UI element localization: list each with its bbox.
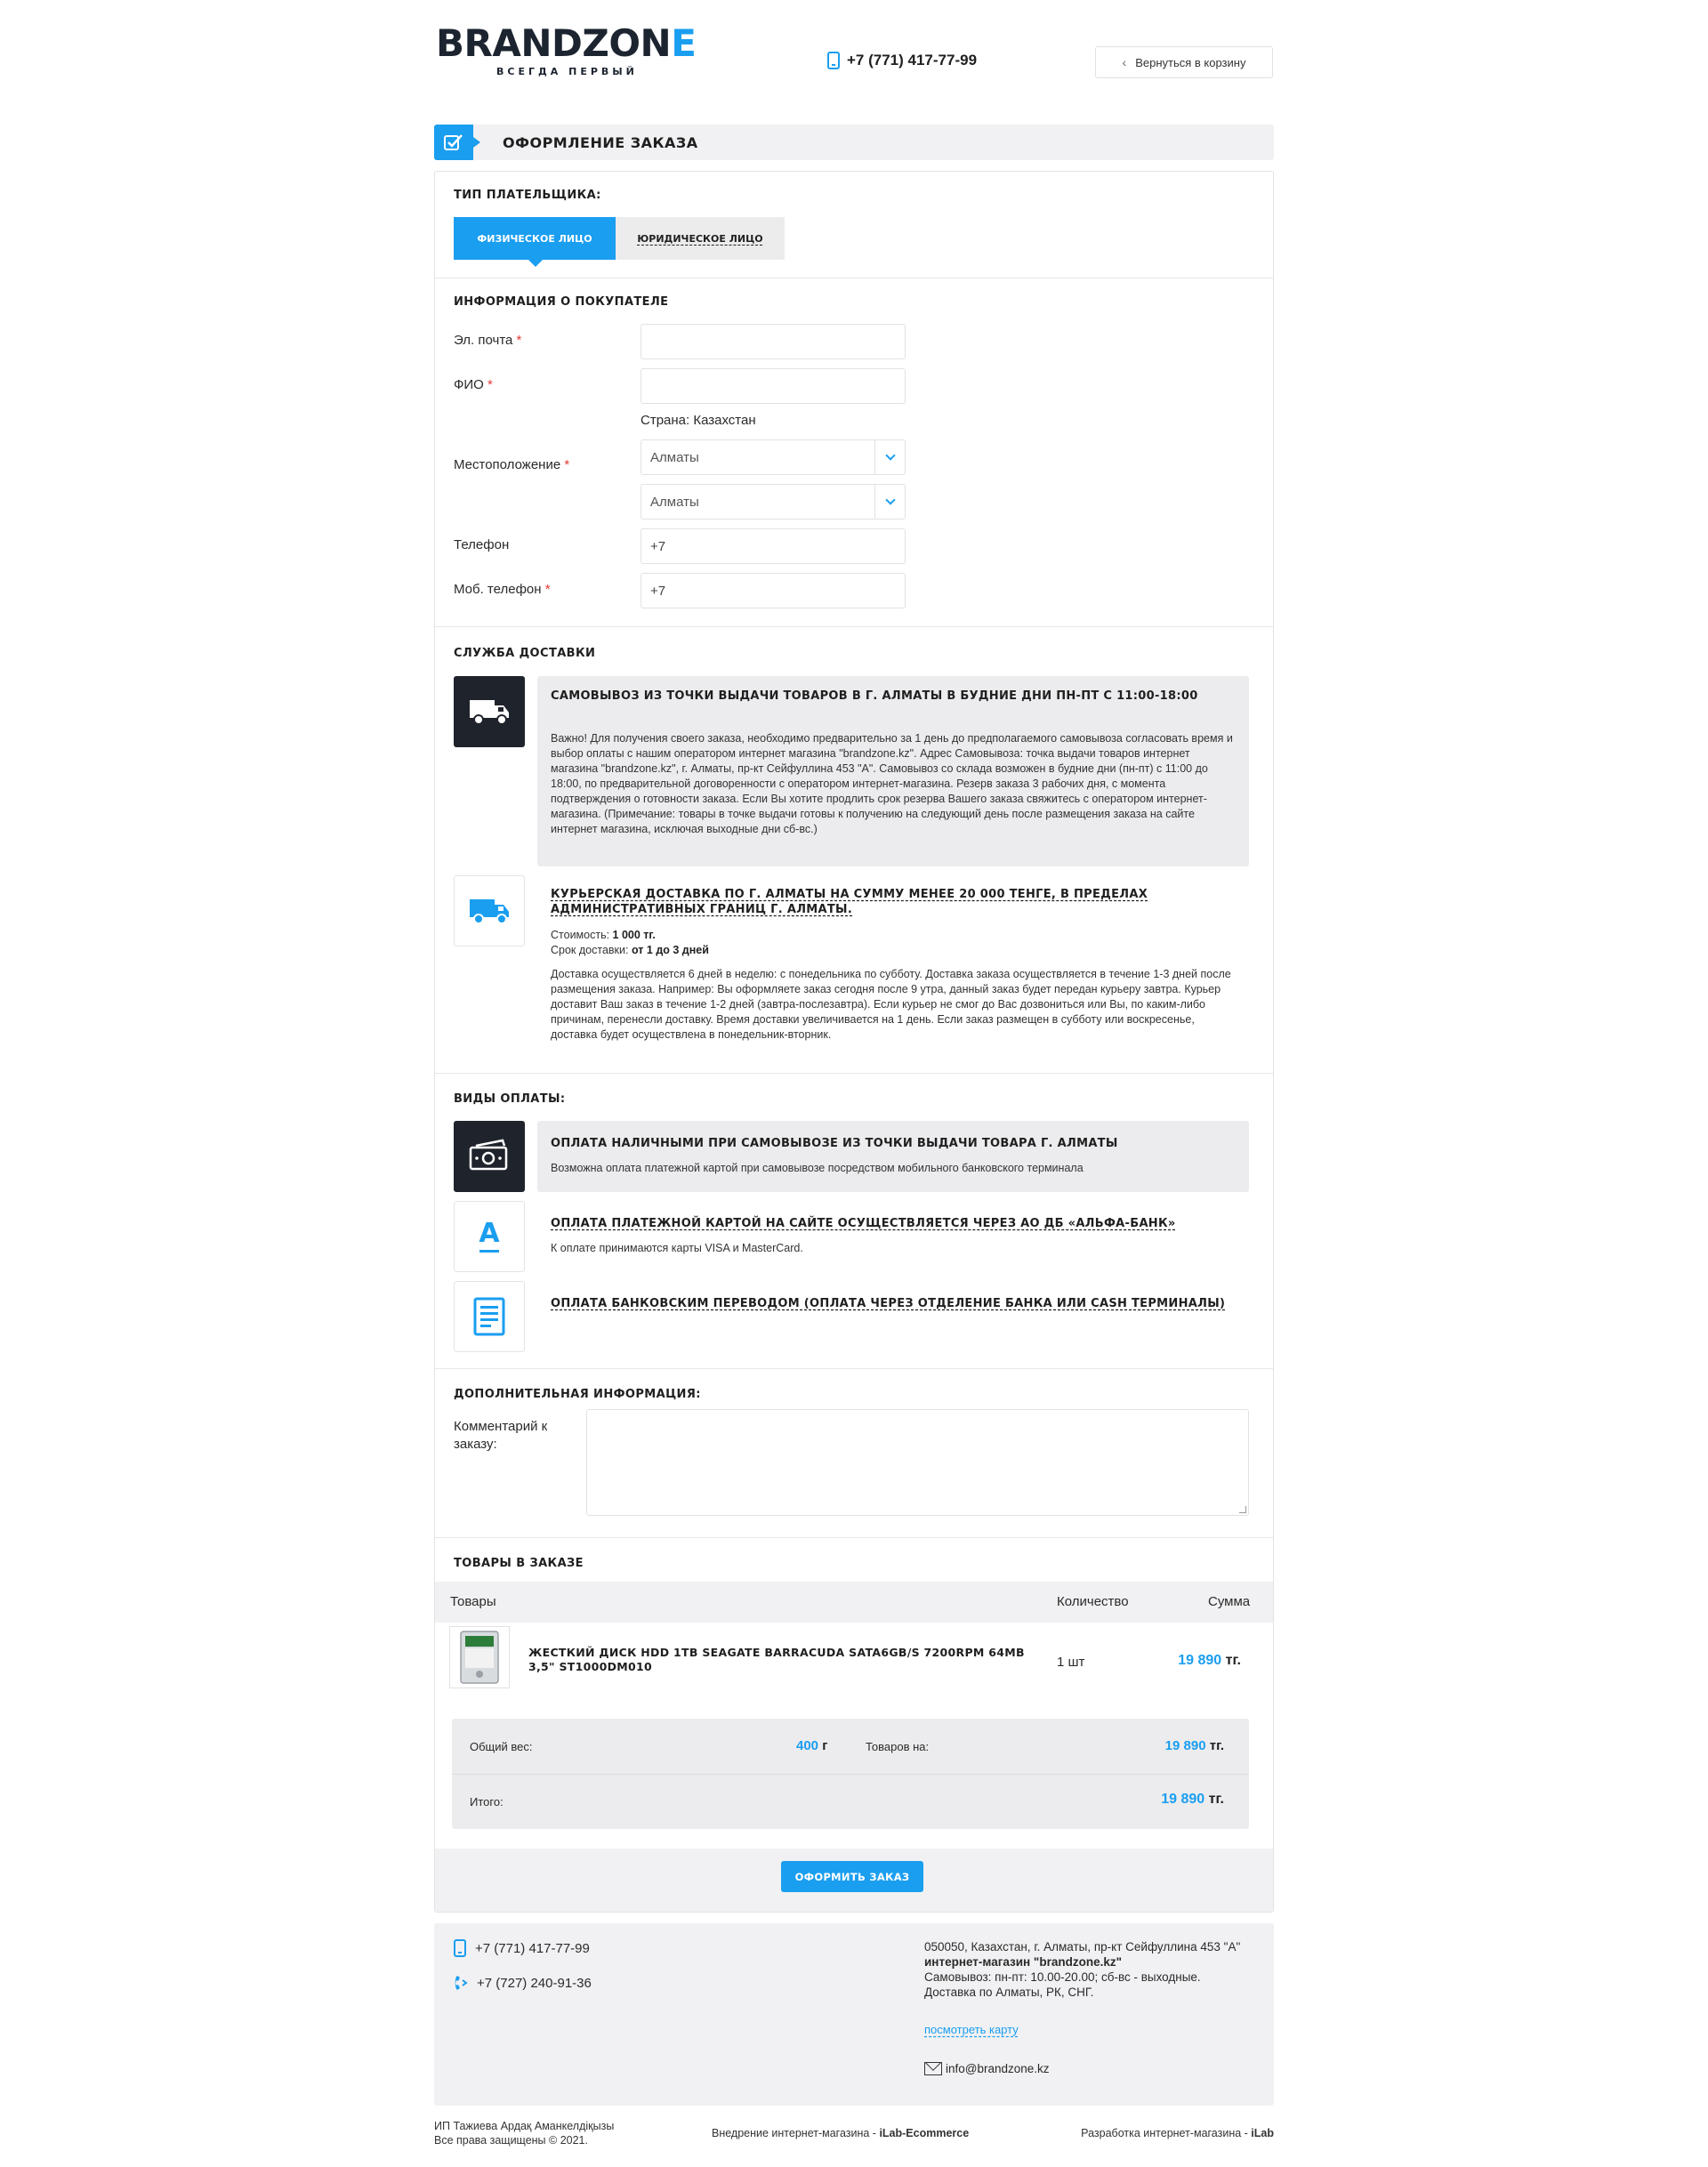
delivery-title: СЛУЖБА ДОСТАВКИ (454, 647, 596, 660)
footer-address: 050050, Казахстан, г. Алматы, пр-кт Сейфуллина 453 "А" (924, 1940, 1241, 1954)
goods-label: Товаров на: (866, 1740, 930, 1753)
header-phone-number: +7 (771) 417-77-99 (847, 52, 978, 68)
weight-value: 400 г (796, 1738, 828, 1753)
col-sum: Сумма (1208, 1594, 1251, 1609)
goods-value: 19 890 тг. (1164, 1738, 1224, 1753)
chevron-left-icon: ‹ (1122, 55, 1127, 69)
chevron-down-icon[interactable] (874, 485, 905, 519)
email-field[interactable] (640, 324, 906, 359)
courier-truck-icon[interactable] (454, 875, 525, 947)
location-region-value: Алматы (650, 449, 699, 465)
page-title: ОФОРМЛЕНИЕ ЗАКАЗА (503, 134, 698, 151)
tab-legal-entity[interactable]: ЮРИДИЧЕСКОЕ ЛИЦО (616, 217, 785, 260)
extra-info-title: ДОПОЛНИТЕЛЬНАЯ ИНФОРМАЦИЯ: (454, 1388, 701, 1401)
email-label: Эл. почта * (454, 333, 522, 348)
payment-card-name[interactable]: ОПЛАТА ПЛАТЕЖНОЙ КАРТОЙ НА САЙТЕ ОСУЩЕСТВЛЯЕТСЯ ЧЕРЕЗ АО ДБ «АЛЬФА-БАНК» (551, 1217, 1176, 1230)
bank-transfer-document-icon[interactable] (454, 1281, 525, 1352)
location-label: Местоположение * (454, 457, 570, 472)
product-sum: 19 890 тг. (1178, 1653, 1241, 1668)
payment-title: ВИДЫ ОПЛАТЫ: (454, 1092, 566, 1106)
phone-label: Телефон (454, 537, 510, 552)
delivery-pickup-name[interactable]: САМОВЫВОЗ ИЗ ТОЧКИ ВЫДАЧИ ТОВАРОВ В Г. АЛМАТЫ В БУДНИЕ ДНИ ПН-ПТ С 11:00-18:00 (551, 689, 1198, 703)
total-value: 19 890 тг. (1161, 1792, 1224, 1807)
divider (435, 1073, 1273, 1074)
payment-transfer-name[interactable]: ОПЛАТА БАНКОВСКИМ ПЕРЕВОДОМ (ОПЛАТА ЧЕРЕЗ ОТДЕЛЕНИЕ БАНКА ИЛИ CASH ТЕРМИНАЛЫ) (551, 1297, 1226, 1310)
divider (452, 1774, 1249, 1775)
alfa-bank-letter: А (479, 1218, 500, 1249)
payer-type-tabs (454, 217, 785, 260)
divider (435, 626, 1273, 627)
total-label: Итого: (470, 1795, 504, 1809)
back-to-cart-button[interactable] (1095, 46, 1273, 78)
tab-individual[interactable]: ФИЗИЧЕСКОЕ ЛИЦО (454, 217, 616, 260)
comment-label: Комментарий к заказу: (454, 1419, 548, 1452)
footer-shop-name: интернет-магазин "brandzone.kz" (924, 1955, 1122, 1969)
footer-email-address: info@brandzone.kz (946, 2062, 1050, 2075)
mobile-phone-icon (454, 1939, 466, 1957)
divider (435, 1368, 1273, 1369)
pickup-truck-icon[interactable] (454, 676, 525, 747)
delivery-courier-name[interactable]: КУРЬЕРСКАЯ ДОСТАВКА ПО Г. АЛМАТЫ НА СУММУ МЕНЕЕ 20 000 ТЕНГЕ, В ПРЕДЕЛАХ АДМИНИСТРАТИВНЫХ ГРАНИЦ Г. АЛМАТЫ. (551, 888, 1148, 916)
delivery-courier-cost: Стоимость: 1 000 тг. (551, 929, 656, 941)
comment-textarea[interactable] (586, 1409, 1249, 1516)
delivery-pickup-description: Важно! Для получения своего заказа, необходимо предварительно за 1 день до предполагаемого самовывоза согласовать время и выбор оплаты с нашим оператором интернет магазина "brandzone.kz". Адрес Самовывоза: точка выдачи товаров интернет магазина "brandzone.kz", г. Алматы, пр-кт Сейфуллина 453 "А". Самовывоз со склада возможен в будние дни (пн-пт) с 11:00 до 18:00, по предварительной договоренности с оператором интернет-магазина. Резерв заказа 3 рабочих дня, с момента подтверждения о готовности заказа. Если Вы хотите продлить срок резерва Вашего заказа свяжитесь с оператором интернет-магазина. (Примечание: товары в точке выдачи готовы к получению на следующий день после размещения заказа на сайте интернет магазина, исключая выходные дни сб-вс.) (551, 732, 1233, 835)
mobile-phone-icon (827, 52, 840, 69)
col-products: Товары (450, 1594, 496, 1609)
page-title-bar (434, 125, 1274, 160)
divider (435, 1537, 1273, 1538)
footer-phone-mobile-number: +7 (771) 417-77-99 (475, 1940, 590, 1956)
resize-handle[interactable] (1239, 1506, 1246, 1513)
mobile-field[interactable]: +7 (640, 573, 906, 608)
phone-handset-icon (454, 1975, 468, 1991)
brand-logo[interactable] (436, 21, 697, 77)
cash-icon[interactable] (454, 1121, 525, 1192)
fio-label: ФИО * (454, 377, 493, 392)
fio-field[interactable] (640, 368, 906, 404)
product-thumbnail[interactable] (449, 1626, 510, 1688)
back-to-cart-label: Вернуться в корзину (1135, 55, 1246, 69)
logo-tagline: ВСЕГДА ПЕРВЫЙ (496, 66, 638, 77)
payment-cash-name[interactable]: ОПЛАТА НАЛИЧНЫМИ ПРИ САМОВЫВОЗЕ ИЗ ТОЧКИ ВЫДАЧИ ТОВАРА Г. АЛМАТЫ (551, 1137, 1118, 1150)
delivery-courier-term: Срок доставки: от 1 до 3 дней (551, 944, 709, 956)
payment-cash-description: Возможна оплата платежной картой при самовывозе посредством мобильного банковского терминала (551, 1162, 1084, 1174)
footer-email[interactable] (924, 2062, 1050, 2075)
logo-wordmark: BRANDZONE (436, 21, 697, 65)
alfa-bank-icon[interactable] (454, 1201, 525, 1272)
delivery-courier-description: Доставка осуществляется 6 дней в неделю: с понедельника по субботу. Доставка заказа осуществляется в течение 1-3 дней после размещения заказа. Например: Вы оформляете заказ сегодня после 9 утра, данный заказ будет передан курьеру завтра. Курьер доставит Ваш заказ в течение 1-2 дней (завтра-послезавтра). Если курьер не смог до Вас дозвониться или Вы, по каким-либо причинам, перенесли доставку. Время доставки увеличивается на 1 день. Если заказ размещен в субботу или воскресенье, доставка будет осуществлена в понедельник-вторник. (551, 968, 1231, 1041)
products-title: ТОВАРЫ В ЗАКАЗЕ (454, 1557, 584, 1570)
location-city-value: Алматы (650, 494, 699, 510)
footer-pickup: Самовывоз: пн-пт: 10.00-20.00; сб-вс - выходные. (924, 1970, 1201, 1984)
footer-phone-landline-number: +7 (727) 240-91-36 (477, 1975, 592, 1991)
header-phone[interactable] (827, 52, 977, 69)
product-name[interactable]: ЖЕСТКИЙ ДИСК HDD 1TB SEAGATE BARRACUDA SATA6GB/S 7200RPM 64MB 3,5" ST1000DM010 (528, 1646, 1025, 1673)
footer-phone-mobile[interactable] (454, 1939, 590, 1957)
footer-phone-landline[interactable] (454, 1975, 592, 1991)
footer-implementation-link[interactable]: Внедрение интернет-магазина - iLab-Ecommerce (712, 2127, 970, 2139)
weight-label: Общий вес: (470, 1740, 533, 1753)
payment-card-description: К оплате принимаются карты VISA и MasterCard. (551, 1242, 803, 1254)
products-table-header (435, 1582, 1273, 1623)
chevron-down-icon[interactable] (874, 440, 905, 474)
col-quantity: Количество (1057, 1594, 1129, 1609)
show-map-link[interactable]: посмотреть карту (924, 2023, 1019, 2036)
payment-option-cash[interactable] (537, 1121, 1249, 1192)
payer-type-title: ТИП ПЛАТЕЛЬЩИКА: (454, 189, 601, 202)
footer-owner: ИП Тажиева Ардақ Аманкелдіқызы Все права защищены © 2021. (434, 2120, 615, 2147)
envelope-icon (924, 2062, 942, 2075)
phone-field[interactable]: +7 (640, 528, 906, 564)
footer-development-link[interactable]: Разработка интернет-магазина - iLab (1081, 2127, 1274, 2139)
product-quantity: 1 шт (1057, 1655, 1085, 1670)
country-text: Страна: Казахстан (640, 413, 756, 428)
location-city-select[interactable] (640, 484, 906, 520)
buyer-info-title: ИНФОРМАЦИЯ О ПОКУПАТЕЛЕ (454, 295, 669, 309)
mobile-label: Моб. телефон * (454, 582, 551, 597)
place-order-button[interactable]: ОФОРМИТЬ ЗАКАЗ (781, 1861, 923, 1892)
location-region-select[interactable] (640, 439, 906, 475)
checklist-icon (434, 125, 473, 160)
footer-delivery: Доставка по Алматы, РК, СНГ. (924, 1986, 1094, 1999)
